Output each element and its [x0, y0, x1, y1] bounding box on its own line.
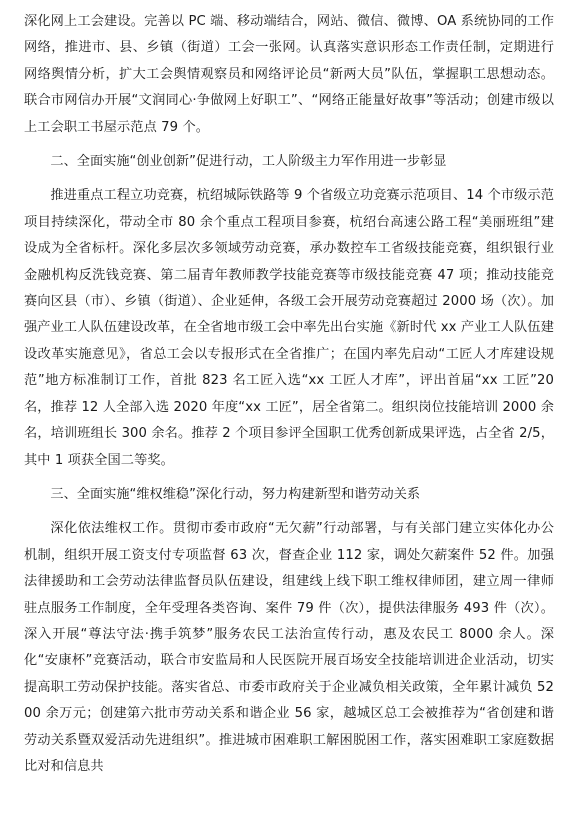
paragraph-rights-protection: 深化依法维权工作。贯彻市委市政府“无欠薪”行动部署，与有关部门建立实体化办公机制，组织开展工资支付专项监督 63 次，督查企业 112 家，调处欠薪案件 52 件。加强法律援助和工会劳动法律监督员队伍建设，组建线上线下职工维权律师团，建立周一律师驻点服务工作制度，全年受理各类咨询、案件 79 件（次），提供法律服务 493 件（次）。深入开展“尊法守法·携手筑梦”服务农民工法治宣传行动，惠及农民工 8000 余人。深化“安康杯”竞赛活动，联合市安监局和人民医院开展百场安全技能培训进企业活动，切实提高职工劳动保护技能。落实省总、市委市政府关于企业减负相关政策，全年累计减负 5200 余万元；创建第六批市劳动关系和谐企业 56 家，越城区总工会被推荐为“省创建和谐劳动关系暨双爱活动先进组织”。推进城市困难职工解困脱困工作，落实困难职工家庭数据比对和信息共 [24, 521, 554, 774]
section-heading-innovation: 二、全面实施“创业创新”促进行动，工人阶级主力军作用进一步彰显 [50, 154, 447, 170]
paragraph-online-union: 深化网上工会建设。完善以 PC 端、移动端结合，网站、微信、微博、OA 系统协同的工作网络，推进市、县、乡镇（街道）工会一张网。认真落实意识形态工作责任制，定期进行网络舆情分析，扩大工会舆情观察员和网络评论员“新两大员”队伍，掌握职工思想动态。联合市网信办开展“文润同心·争做网上好职工”、“网络正能量好故事”等活动；创建市级以上工会职工书屋示范点 79 个。 [24, 14, 554, 135]
paragraph-competitions: 推进重点工程立功竞赛，杭绍城际铁路等 9 个省级立功竞赛示范项目、14 个市级示范项目持续深化，带动全市 80 余个重点工程项目参赛，杭绍台高速公路工程“美丽班组”建设成为全省标杆。深化多层次多领域劳动竞赛，承办数控车工省级技能竞赛，组织银行业金融机构反洗钱竞赛、第二届青年教师教学技能竞赛等市级技能竞赛 47 项；推动技能竞赛向区县（市）、乡镇（街道）、企业延伸，各级工会开展劳动竞赛超过 2000 场（次）。加强产业工人队伍建设改革，在全省地市级工会中率先出台实施《新时代 xx 产业工人队伍建设改革实施意见》，省总工会以专报形式在全省推广；在国内率先启动“工匠人才库建设规范”地方标准制订工作，首批 823 名工匠入选“xx 工匠人才库”，评出首届“xx 工匠”20 名，推荐 12 人全部入选 2020 年度“xx 工匠”，居全省第二。组织岗位技能培训 2000 余名，培训班组长 300 余名。推荐 2 个项目参评全国职工优秀创新成果评选，占全省 2/5，其中 1 项获全国二等奖。 [24, 188, 554, 468]
section-heading-rights: 三、全面实施“维权维稳”深化行动，努力构建新型和谐劳动关系 [50, 486, 421, 502]
